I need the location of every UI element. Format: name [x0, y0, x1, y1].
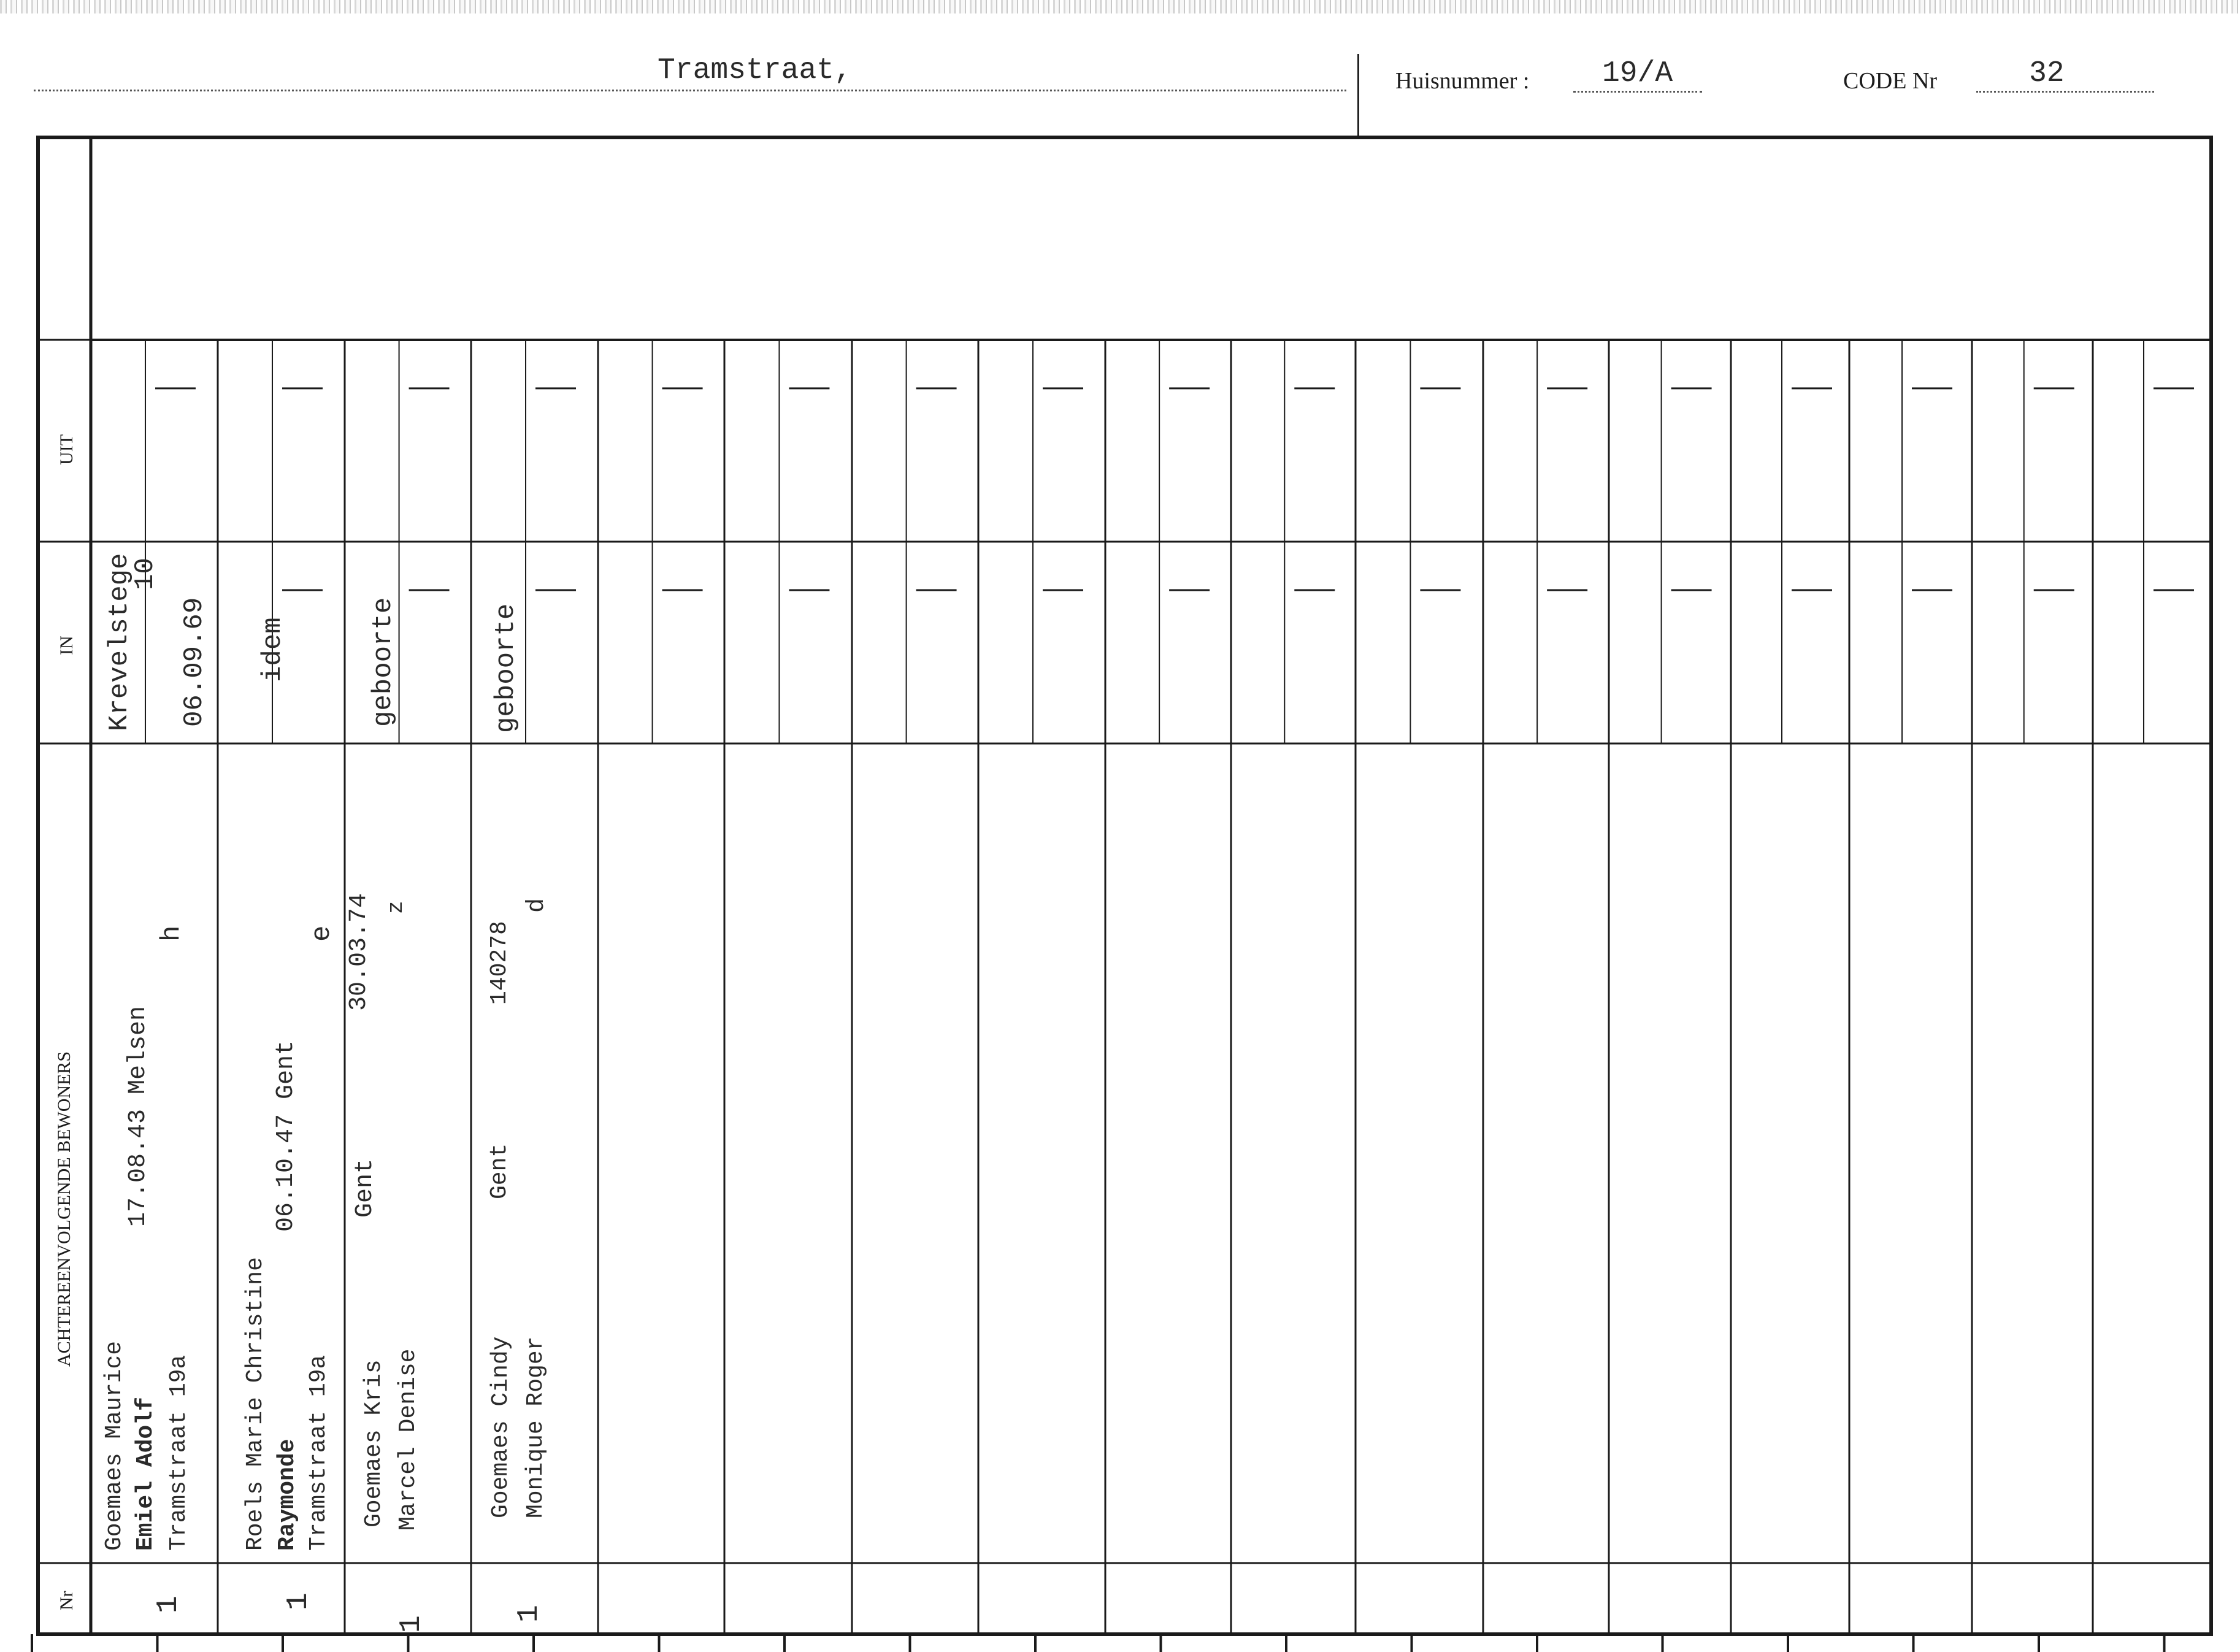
record-1-birth: 17.08.43 Melsen	[125, 1005, 152, 1227]
record-3-birth-place: Gent	[351, 1158, 379, 1218]
record-3-nr: 1	[395, 1615, 428, 1633]
record-3-birth-date: 30.03.74	[345, 893, 373, 1011]
record-4-name-line2: Monique Roger	[523, 1336, 549, 1518]
record-4-nr: 1	[513, 1605, 546, 1623]
label-in: IN	[56, 636, 77, 655]
house-number-label: Huisnummer :	[1395, 68, 1530, 94]
record-4-name-line1: Goemaes Cindy	[488, 1336, 514, 1518]
code-value: 32	[2029, 57, 2065, 90]
code-label: CODE Nr	[1843, 68, 1938, 94]
record-2-name-line2: Raymonde	[274, 1439, 301, 1551]
record-4-in-note: geboorte	[491, 603, 521, 733]
label-uit: UIT	[56, 434, 77, 465]
record-4-birth-place: Gent	[486, 1143, 513, 1199]
record-4-relation: d	[523, 897, 551, 913]
record-2-address: Tramstraat 19a	[305, 1354, 332, 1551]
record-1-in-date: 06.09.69	[179, 597, 210, 727]
label-nr: Nr	[56, 1591, 77, 1610]
record-2-nr: 1	[282, 1592, 315, 1610]
record-2-birth: 06.10.47 Gent	[272, 1040, 300, 1232]
street-name: Tramstraat,	[658, 54, 852, 87]
record-4-birth-date: 140278	[486, 921, 513, 1005]
record-3-in-note: geboorte	[368, 597, 399, 727]
house-number-value: 19/A	[1602, 57, 1673, 90]
record-3-relation: z	[383, 901, 408, 914]
record-1-address: Tramstraat 19a	[166, 1354, 192, 1551]
label-achtereenvolgende-bewoners: ACHTEREENVOLGENDE BEWONERS	[54, 1051, 74, 1367]
record-1-name-line1: Goemaes Maurice	[101, 1340, 128, 1551]
record-3-name-line2: Marcel Denise	[395, 1348, 421, 1531]
record-1-name-line2: Emiel Adolf	[132, 1397, 159, 1551]
record-1-relation: h	[156, 925, 187, 942]
record-1-nr: 1	[152, 1596, 185, 1613]
record-2-name-line1: Roels Marie Christine	[242, 1257, 269, 1551]
record-2-in-note: idem	[258, 617, 288, 682]
record-1-in-place: Krevelstege	[104, 553, 135, 731]
record-3-name-line1: Goemaes Kris	[361, 1359, 387, 1527]
record-1-in-place-number: 10	[130, 558, 161, 590]
record-2-relation: e	[307, 925, 337, 942]
